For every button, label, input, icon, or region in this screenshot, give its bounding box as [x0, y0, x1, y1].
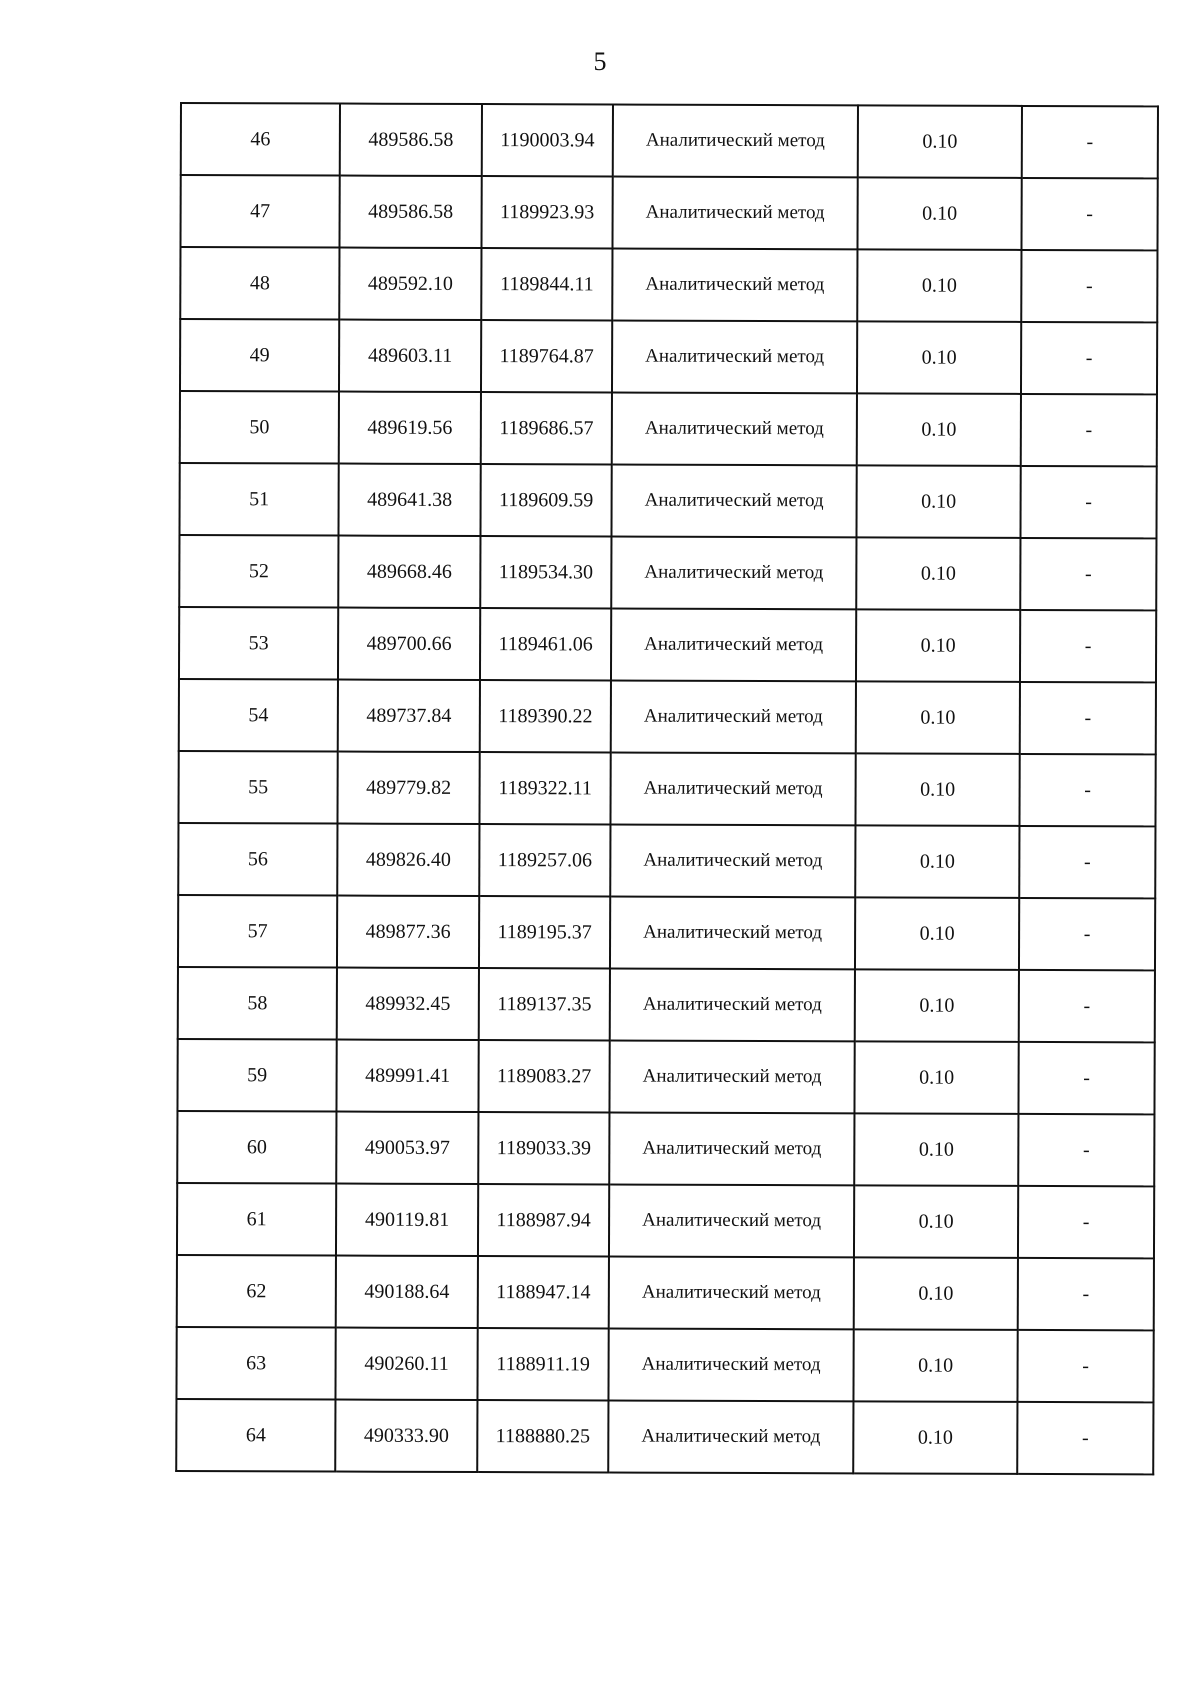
- table-row: [179, 607, 1156, 682]
- accuracy-cell: 0.10: [857, 177, 1021, 250]
- coord-x-cell: 489668.46: [338, 536, 480, 608]
- note-cell: -: [1020, 610, 1156, 682]
- note-cell: -: [1018, 1114, 1154, 1186]
- coord-x-cell: 489641.38: [338, 464, 480, 536]
- coord-x-cell: 489586.58: [340, 104, 482, 176]
- coord-y-cell: 1189033.39: [478, 1112, 609, 1184]
- accuracy-cell: 0.10: [856, 609, 1020, 682]
- method-cell: Аналитический метод: [611, 465, 856, 538]
- point-number-cell: 55: [178, 751, 337, 824]
- note-cell: -: [1019, 826, 1155, 898]
- table-row: [177, 1111, 1154, 1186]
- coord-y-cell: 1189534.30: [480, 536, 611, 608]
- point-number-cell: 64: [176, 1399, 335, 1472]
- coord-x-cell: 490188.64: [336, 1256, 478, 1328]
- coord-y-cell: 1189461.06: [480, 608, 611, 680]
- accuracy-cell: 0.10: [855, 897, 1019, 970]
- table-row: [178, 895, 1155, 970]
- point-number-cell: 57: [178, 895, 337, 968]
- note-cell: -: [1018, 1258, 1154, 1330]
- method-cell: Аналитический метод: [609, 1041, 854, 1114]
- table-row: [179, 463, 1156, 538]
- point-number-cell: 60: [177, 1111, 336, 1184]
- method-cell: Аналитический метод: [613, 105, 858, 178]
- table-body: [176, 103, 1158, 1474]
- table-row: [180, 247, 1157, 322]
- method-cell: Аналитический метод: [611, 681, 856, 754]
- method-cell: Аналитический метод: [610, 897, 855, 970]
- accuracy-cell: 0.10: [854, 1041, 1018, 1114]
- point-number-cell: 62: [177, 1255, 336, 1328]
- method-cell: Аналитический метод: [610, 969, 855, 1042]
- note-cell: -: [1018, 1186, 1154, 1258]
- point-number-cell: 51: [179, 463, 338, 536]
- coord-y-cell: 1189923.93: [481, 176, 612, 248]
- coord-y-cell: 1189686.57: [481, 392, 612, 464]
- coord-x-cell: 489592.10: [339, 248, 481, 320]
- coord-y-cell: 1189137.35: [479, 968, 610, 1040]
- table-row: [179, 679, 1156, 754]
- accuracy-cell: 0.10: [855, 969, 1019, 1042]
- accuracy-cell: 0.10: [856, 537, 1020, 610]
- note-cell: -: [1017, 1330, 1153, 1402]
- point-number-cell: 49: [180, 319, 339, 392]
- point-number-cell: 54: [179, 679, 338, 752]
- accuracy-cell: 0.10: [857, 393, 1021, 466]
- method-cell: Аналитический метод: [609, 1185, 854, 1258]
- note-cell: -: [1021, 322, 1157, 394]
- point-number-cell: 59: [177, 1039, 336, 1112]
- table-row: [180, 391, 1157, 466]
- point-number-cell: 50: [180, 391, 339, 464]
- table-row: [177, 1039, 1154, 1114]
- note-cell: -: [1018, 1042, 1154, 1114]
- accuracy-cell: 0.10: [856, 465, 1020, 538]
- accuracy-cell: 0.10: [854, 1257, 1018, 1330]
- accuracy-cell: 0.10: [855, 825, 1019, 898]
- note-cell: -: [1019, 898, 1155, 970]
- coord-x-cell: 490119.81: [336, 1184, 478, 1256]
- coord-y-cell: 1188911.19: [477, 1328, 608, 1400]
- note-cell: -: [1022, 106, 1158, 178]
- note-cell: -: [1020, 682, 1156, 754]
- method-cell: Аналитический метод: [610, 825, 855, 898]
- point-number-cell: 53: [179, 607, 338, 680]
- coord-y-cell: 1188947.14: [478, 1256, 609, 1328]
- table-row: [177, 1183, 1154, 1258]
- coord-y-cell: 1188987.94: [478, 1184, 609, 1256]
- accuracy-cell: 0.10: [855, 753, 1019, 826]
- method-cell: Аналитический метод: [609, 1113, 854, 1186]
- method-cell: Аналитический метод: [610, 753, 855, 826]
- table-row: [181, 103, 1158, 178]
- method-cell: Аналитический метод: [612, 321, 857, 394]
- coord-x-cell: 490260.11: [335, 1328, 477, 1400]
- accuracy-cell: 0.10: [854, 1113, 1018, 1186]
- table-row: [179, 535, 1156, 610]
- coord-x-cell: 489603.11: [339, 320, 481, 392]
- coord-x-cell: 490333.90: [335, 1400, 477, 1472]
- table-row: [176, 1399, 1153, 1474]
- page-number: 5: [593, 47, 607, 76]
- coord-y-cell: 1190003.94: [482, 104, 613, 176]
- coord-y-cell: 1189764.87: [481, 320, 612, 392]
- coord-y-cell: 1188880.25: [477, 1400, 608, 1472]
- point-number-cell: 63: [176, 1327, 335, 1400]
- method-cell: Аналитический метод: [611, 609, 856, 682]
- coord-y-cell: 1189195.37: [479, 896, 610, 968]
- point-number-cell: 47: [180, 175, 339, 248]
- method-cell: Аналитический метод: [608, 1401, 853, 1474]
- coord-x-cell: 489737.84: [338, 680, 480, 752]
- point-number-cell: 58: [178, 967, 337, 1040]
- coord-y-cell: 1189390.22: [480, 680, 611, 752]
- point-number-cell: 52: [179, 535, 338, 608]
- note-cell: -: [1019, 754, 1155, 826]
- note-cell: -: [1020, 466, 1156, 538]
- point-number-cell: 48: [180, 247, 339, 320]
- method-cell: Аналитический метод: [611, 537, 856, 610]
- table-row: [178, 967, 1155, 1042]
- coord-x-cell: 489779.82: [337, 752, 479, 824]
- table-row: [176, 1327, 1153, 1402]
- table-row: [178, 751, 1155, 826]
- point-number-cell: 46: [181, 103, 340, 176]
- note-cell: -: [1021, 178, 1157, 250]
- coord-x-cell: 489826.40: [337, 824, 479, 896]
- point-number-cell: 56: [178, 823, 337, 896]
- coord-y-cell: 1189609.59: [480, 464, 611, 536]
- accuracy-cell: 0.10: [853, 1401, 1017, 1474]
- coord-y-cell: 1189083.27: [478, 1040, 609, 1112]
- accuracy-cell: 0.10: [853, 1329, 1017, 1402]
- note-cell: -: [1021, 250, 1157, 322]
- table-row: [178, 823, 1155, 898]
- coord-x-cell: 489619.56: [339, 392, 481, 464]
- accuracy-cell: 0.10: [857, 321, 1021, 394]
- note-cell: -: [1019, 970, 1155, 1042]
- accuracy-cell: 0.10: [857, 249, 1021, 322]
- method-cell: Аналитический метод: [612, 249, 857, 322]
- coord-x-cell: 489877.36: [337, 896, 479, 968]
- accuracy-cell: 0.10: [858, 105, 1022, 178]
- coord-y-cell: 1189257.06: [479, 824, 610, 896]
- point-number-cell: 61: [177, 1183, 336, 1256]
- coord-x-cell: 490053.97: [336, 1112, 478, 1184]
- method-cell: Аналитический метод: [612, 393, 857, 466]
- note-cell: -: [1021, 394, 1157, 466]
- coord-y-cell: 1189844.11: [481, 248, 612, 320]
- coord-x-cell: 489991.41: [336, 1040, 478, 1112]
- table-row: [180, 319, 1157, 394]
- coord-x-cell: 489932.45: [337, 968, 479, 1040]
- coordinates-table: [175, 102, 1159, 1475]
- note-cell: -: [1020, 538, 1156, 610]
- coord-x-cell: 489700.66: [338, 608, 480, 680]
- method-cell: Аналитический метод: [609, 1257, 854, 1330]
- method-cell: Аналитический метод: [612, 177, 857, 250]
- accuracy-cell: 0.10: [854, 1185, 1018, 1258]
- coord-x-cell: 489586.58: [339, 176, 481, 248]
- method-cell: Аналитический метод: [608, 1329, 853, 1402]
- table-row: [177, 1255, 1154, 1330]
- note-cell: -: [1017, 1402, 1153, 1474]
- accuracy-cell: 0.10: [856, 681, 1020, 754]
- table-row: [180, 175, 1157, 250]
- coord-y-cell: 1189322.11: [479, 752, 610, 824]
